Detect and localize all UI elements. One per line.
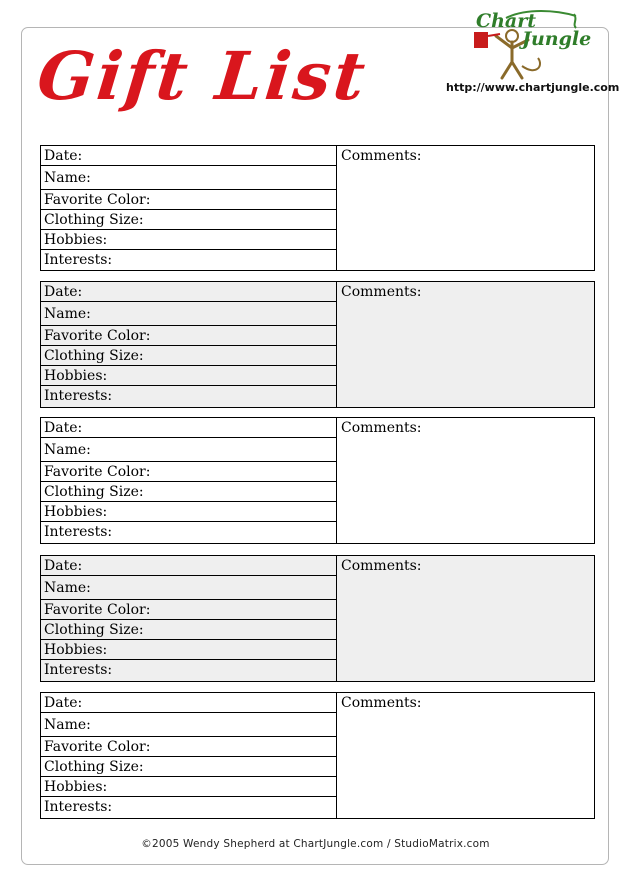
field-interests[interactable]: Interests: <box>44 662 113 678</box>
comments-area[interactable]: Comments: <box>341 284 422 300</box>
gift-entry-card <box>40 281 595 408</box>
field-date[interactable]: Date: <box>41 146 336 166</box>
comments-area[interactable]: Comments: <box>341 420 422 436</box>
field-hobbies[interactable]: Hobbies: <box>41 502 336 522</box>
field-favorite-color[interactable]: Favorite Color: <box>41 737 336 757</box>
field-hobbies[interactable]: Hobbies: <box>41 640 336 660</box>
field-name[interactable]: Name: <box>41 438 336 462</box>
field-interests[interactable]: Interests: <box>44 252 113 268</box>
field-interests[interactable]: Interests: <box>44 388 113 404</box>
entry-fields <box>41 556 337 681</box>
comments-area[interactable]: Comments: <box>341 148 422 164</box>
gift-entry-card <box>40 417 595 544</box>
field-favorite-color[interactable]: Favorite Color: <box>41 326 336 346</box>
field-clothing-size[interactable]: Clothing Size: <box>41 482 336 502</box>
field-clothing-size[interactable]: Clothing Size: <box>41 210 336 230</box>
field-favorite-color[interactable]: Favorite Color: <box>41 462 336 482</box>
logo-word-chart: Chart <box>476 10 537 32</box>
field-clothing-size[interactable]: Clothing Size: <box>41 757 336 777</box>
field-interests[interactable]: Interests: <box>44 524 113 540</box>
field-clothing-size[interactable]: Clothing Size: <box>41 620 336 640</box>
field-favorite-color[interactable]: Favorite Color: <box>41 600 336 620</box>
gift-entry-card <box>40 145 595 271</box>
copyright-footer: ©2005 Wendy Shepherd at ChartJungle.com / StudioMatrix.com <box>141 838 490 850</box>
field-clothing-size[interactable]: Clothing Size: <box>41 346 336 366</box>
field-name[interactable]: Name: <box>41 302 336 326</box>
field-hobbies[interactable]: Hobbies: <box>41 366 336 386</box>
logo-word-jungle: Jungle <box>522 28 592 50</box>
field-favorite-color[interactable]: Favorite Color: <box>41 190 336 210</box>
entry-fields <box>41 146 337 270</box>
field-date[interactable]: Date: <box>41 693 336 713</box>
field-date[interactable]: Date: <box>41 556 336 576</box>
field-name[interactable]: Name: <box>41 166 336 190</box>
entry-fields <box>41 282 337 407</box>
chartjungle-logo[interactable] <box>466 6 592 86</box>
website-link[interactable]: http://www.chartjungle.com <box>446 81 620 94</box>
field-hobbies[interactable]: Hobbies: <box>41 777 336 797</box>
field-name[interactable]: Name: <box>41 713 336 737</box>
entry-fields <box>41 418 337 543</box>
field-interests[interactable]: Interests: <box>44 799 113 815</box>
comments-area[interactable]: Comments: <box>341 695 422 711</box>
field-name[interactable]: Name: <box>41 576 336 600</box>
field-date[interactable]: Date: <box>41 418 336 438</box>
field-hobbies[interactable]: Hobbies: <box>41 230 336 250</box>
gift-entry-card <box>40 555 595 682</box>
gift-entry-card <box>40 692 595 819</box>
page-title: Gift List <box>33 37 372 115</box>
entry-fields <box>41 693 337 818</box>
comments-area[interactable]: Comments: <box>341 558 422 574</box>
field-date[interactable]: Date: <box>41 282 336 302</box>
